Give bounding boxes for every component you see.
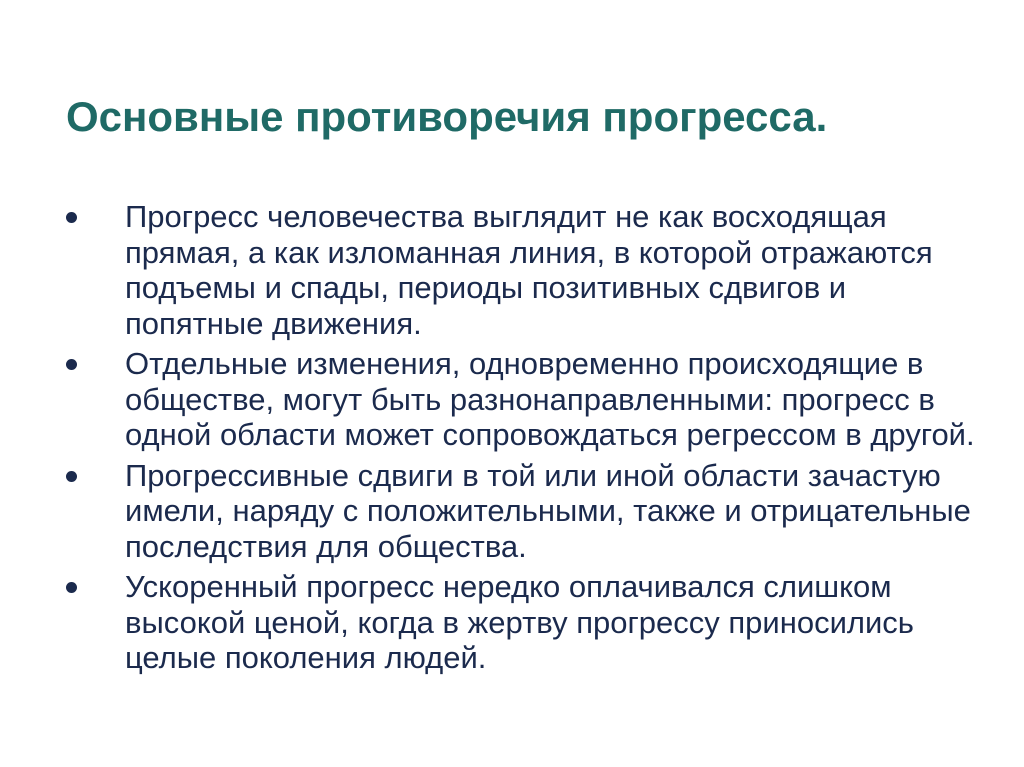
bullet-item [66, 458, 986, 565]
bullet-dot-icon [66, 471, 77, 482]
bullet-text: Прогрессивные сдвиги в той или иной области зачастую имели, наряду с положительными, также и отрицательные последствия для общества. [125, 457, 971, 564]
bullet-item [66, 346, 986, 453]
bullet-item [66, 199, 986, 341]
bullet-item [66, 569, 986, 676]
slide-title: Основные противоречия прогресса. [66, 93, 828, 140]
bullet-dot-icon [66, 582, 77, 593]
bullet-list [66, 199, 986, 681]
bullet-dot-icon [66, 212, 77, 223]
bullet-dot-icon [66, 359, 77, 370]
bullet-text: Ускоренный прогресс нередко оплачивался слишком высокой ценой, когда в жертву прогрессу приносились целые поколения людей. [125, 569, 914, 675]
bullet-text: Прогресс человечества выглядит не как восходящая прямая, а как изломанная линия, в которой отражаются подъемы и спады, периоды позитивных сдвигов и попятные движения. [125, 199, 933, 341]
bullet-text: Отдельные изменения, одновременно происходящие в обществе, могут быть разнонаправленными: прогресс в одной области может сопровождаться регрессом в другой. [125, 346, 975, 452]
